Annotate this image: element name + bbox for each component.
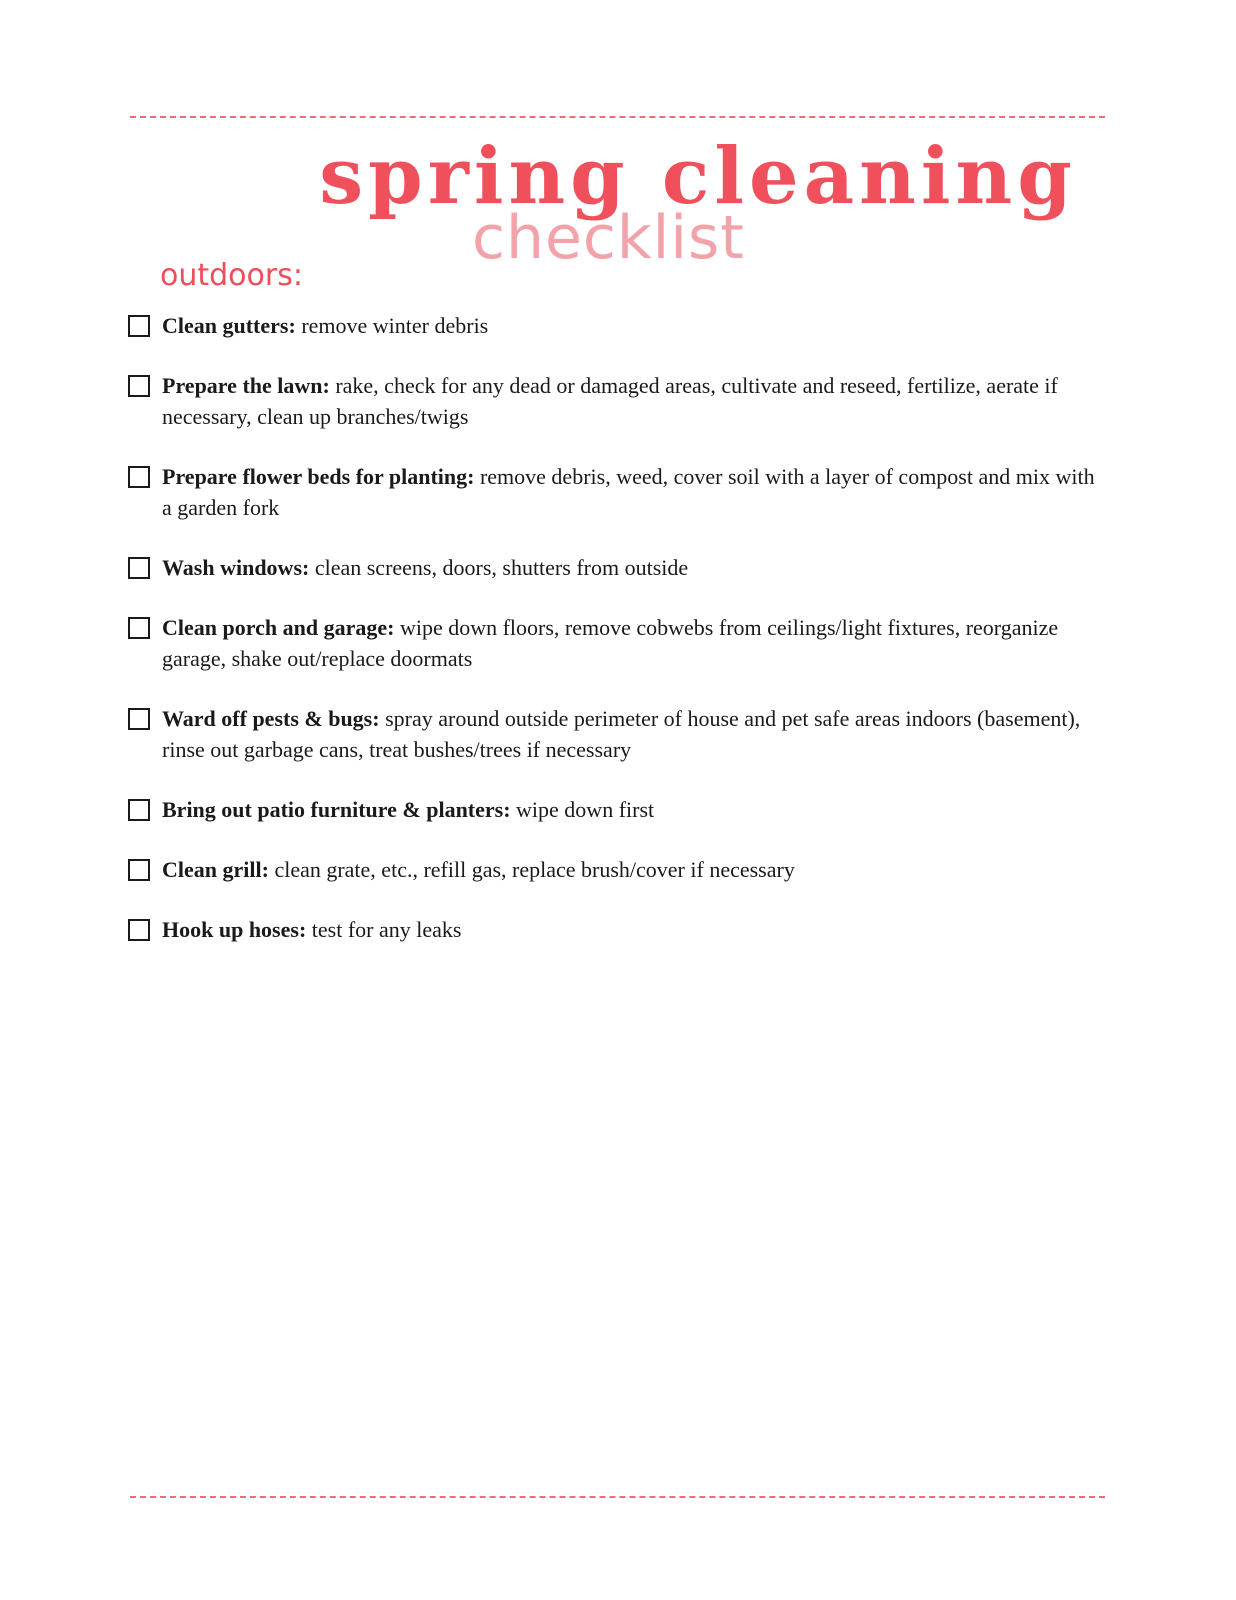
checkbox[interactable] — [128, 557, 150, 579]
item-title: Clean gutters: — [162, 313, 296, 338]
section-heading: outdoors: — [160, 258, 303, 293]
item-title: Clean grill: — [162, 857, 269, 882]
checklist — [128, 310, 1108, 974]
item-description: remove debris, weed, cover soil with a layer of compost and mix with a garden fork — [162, 464, 1095, 520]
checklist-item — [128, 370, 1108, 432]
item-title: Hook up hoses: — [162, 917, 307, 942]
checkbox[interactable] — [128, 799, 150, 821]
item-description: rake, check for any dead or damaged areas, cultivate and reseed, fertilize, aerate if necessary, clean up branches/twigs — [162, 373, 1058, 429]
item-title: Ward off pests & bugs: — [162, 706, 380, 731]
item-description: wipe down floors, remove cobwebs from ceilings/light fixtures, reorganize garage, shake out/replace doormats — [162, 615, 1059, 671]
checklist-item — [128, 914, 1108, 945]
item-description: remove winter debris — [295, 313, 489, 338]
page-title: spring cleaning — [319, 131, 1077, 222]
checklist-item — [128, 854, 1108, 885]
item-title: Prepare the lawn: — [162, 373, 330, 398]
item-description: wipe down first — [510, 797, 655, 822]
item-description: clean screens, doors, shutters from outside — [309, 555, 689, 580]
page-subtitle: checklist — [472, 203, 745, 273]
checklist-item — [128, 703, 1108, 765]
checklist-item — [128, 310, 1108, 341]
top-dashed-divider — [130, 116, 1105, 118]
checklist-item — [128, 612, 1108, 674]
checkbox[interactable] — [128, 617, 150, 639]
item-description: spray around outside perimeter of house and pet safe areas indoors (basement), rinse out garbage cans, treat bushes/trees if necessary — [162, 706, 1081, 762]
checklist-item — [128, 794, 1108, 825]
checklist-item — [128, 552, 1108, 583]
item-description: clean grate, etc., refill gas, replace brush/cover if necessary — [268, 857, 795, 882]
item-title: Clean porch and garage: — [162, 615, 395, 640]
bottom-dashed-divider — [130, 1496, 1105, 1498]
checkbox[interactable] — [128, 859, 150, 881]
checkbox[interactable] — [128, 919, 150, 941]
checkbox[interactable] — [128, 708, 150, 730]
item-description: test for any leaks — [306, 917, 462, 942]
checklist-item — [128, 461, 1108, 523]
checkbox[interactable] — [128, 315, 150, 337]
item-title: Wash windows: — [162, 555, 310, 580]
item-title: Prepare flower beds for planting: — [162, 464, 475, 489]
checkbox[interactable] — [128, 466, 150, 488]
checkbox[interactable] — [128, 375, 150, 397]
item-title: Bring out patio furniture & planters: — [162, 797, 511, 822]
